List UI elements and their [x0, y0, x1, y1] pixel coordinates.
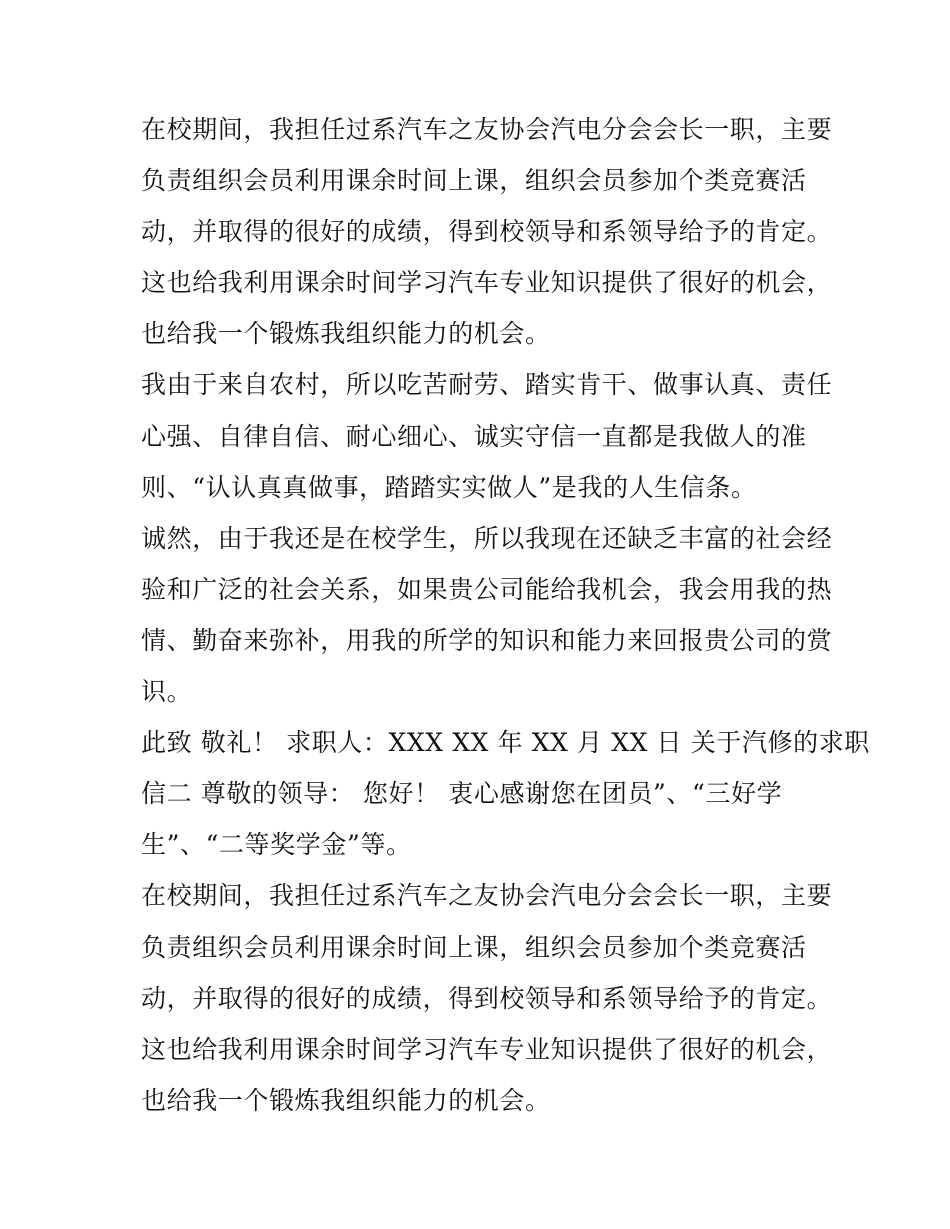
text-line: 情、勤奋来弥补，用我的所学的知识和能力来回报贵公司的赏: [141, 625, 833, 655]
text-line: 则、“认认真真做事，踏踏实实做人”是我的人生信条。: [141, 472, 757, 502]
text-line: 此致 敬礼！ 求职人：XXX XX 年 XX 月 XX 日 关于汽修的求职: [141, 728, 870, 758]
text-line: 动，并取得的很好的成绩，得到校领导和系领导给予的肯定。: [141, 983, 833, 1013]
document-body: [141, 104, 870, 1126]
text-line: 验和广泛的社会关系，如果贵公司能给我机会，我会用我的热: [141, 574, 833, 604]
text-line: 这也给我利用课余时间学习汽车专业知识提供了很好的机会，: [141, 1034, 833, 1064]
text-line: 也给我一个锻炼我组织能力的机会。: [141, 319, 551, 349]
text-line: 负责组织会员利用课余时间上课，组织会员参加个类竞赛活: [141, 166, 807, 196]
text-line: 生”、“二等奖学金”等。: [141, 830, 412, 860]
text-line: 动，并取得的很好的成绩，得到校领导和系领导给予的肯定。: [141, 217, 833, 247]
text-line: 信二 尊敬的领导： 您好！ 衷心感谢您在团员”、“三好学: [141, 779, 783, 809]
text-line: 在校期间，我担任过系汽车之友协会汽电分会会长一职，主要: [141, 115, 833, 144]
text-line: 这也给我利用课余时间学习汽车专业知识提供了很好的机会，: [141, 268, 833, 298]
text-line: 心强、自律自信、耐心细心、诚实守信一直都是我做人的准: [141, 421, 807, 451]
text-line: 诚然，由于我还是在校学生，所以我现在还缺乏丰富的社会经: [141, 523, 833, 553]
text-line: 负责组织会员利用课余时间上课，组织会员参加个类竞赛活: [141, 932, 807, 962]
text-line: 在校期间，我担任过系汽车之友协会汽电分会会长一职，主要: [141, 881, 833, 911]
text-line: 我由于来自农村，所以吃苦耐劳、踏实肯干、做事认真、责任: [141, 370, 833, 400]
text-line: 也给我一个锻炼我组织能力的机会。: [141, 1085, 551, 1115]
text-line: 识。: [141, 677, 193, 707]
